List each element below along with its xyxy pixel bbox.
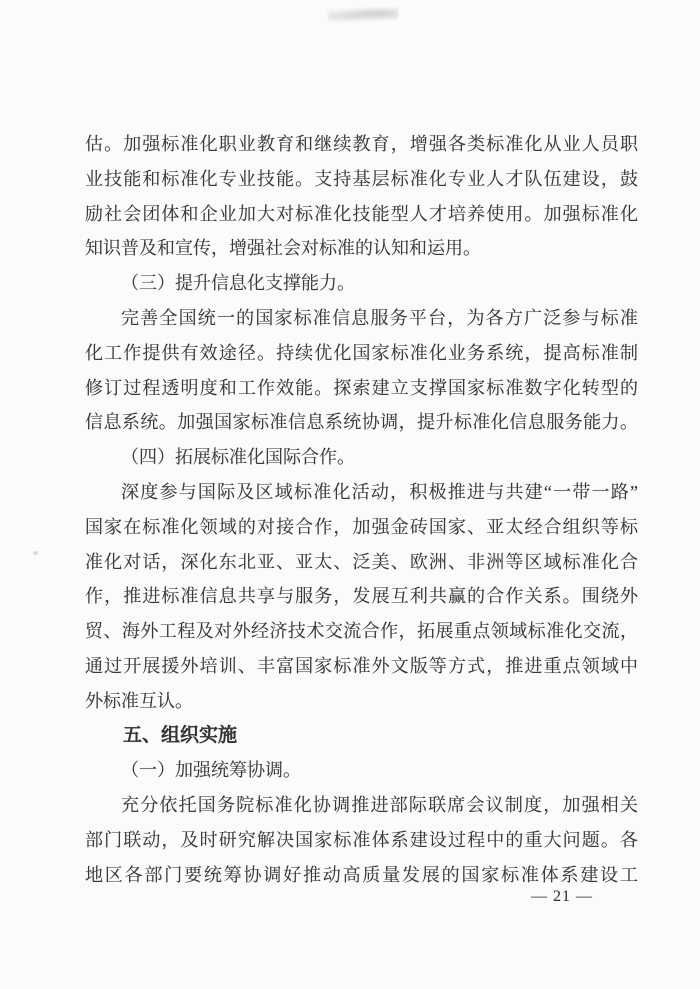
- body-line: 完善全国统一的国家标准信息服务平台，为各方广泛参与标准: [121, 307, 638, 328]
- body-line: 作，推进标准信息共享与服务，发展互利共赢的合作关系。围绕外: [85, 586, 638, 607]
- subsection-heading: （三）提升信息化支撑能力。: [121, 273, 355, 294]
- body-line: 业技能和标准化专业技能。支持基层标准化专业人才队伍建设，鼓: [85, 168, 638, 189]
- subsection-heading: （四）拓展标准化国际合作。: [121, 447, 355, 468]
- section-heading: 五、组织实施: [123, 724, 238, 746]
- scan-smudge-artifact: [328, 7, 398, 23]
- scan-speck-artifact: [33, 551, 38, 555]
- body-line: 励社会团体和企业加大对标准化技能型人才培养使用。加强标准化: [85, 203, 638, 224]
- body-line: 充分依托国务院标准化协调推进部际联席会议制度，加强相关: [121, 795, 638, 816]
- body-line: 修订过程透明度和工作效能。探索建立支撑国家标准数字化转型的: [85, 377, 638, 398]
- body-line: 估。加强标准化职业教育和继续教育，增强各类标准化从业人员职: [85, 134, 638, 154]
- body-line: 国家在标准化领域的对接合作，加强金砖国家、亚太经合组织等标: [85, 516, 638, 537]
- subsection-heading: （一）加强统筹协调。: [121, 760, 301, 781]
- body-line: 地区各部门要统筹协调好推动高质量发展的国家标准体系建设工: [85, 864, 638, 885]
- body-line: 部门联动，及时研究解决国家标准体系建设过程中的重大问题。各: [85, 829, 638, 850]
- body-line: 准化对话，深化东北亚、亚太、泛美、欧洲、非洲等区域标准化合: [85, 551, 638, 572]
- text-block: [85, 127, 638, 893]
- body-line: 深度参与国际及区域标准化活动，积极推进与共建“一带一路”: [121, 481, 638, 502]
- body-line: 外标准互认。: [85, 690, 193, 711]
- body-line: 信息系统。加强国家标准信息系统协调，提升标准化信息服务能力。: [85, 412, 638, 433]
- page-number: — 21 —: [531, 888, 593, 905]
- body-line: 通过开展援外培训、丰富国家标准外文版等方式，推进重点领域中: [85, 655, 638, 676]
- body-line: 贸、海外工程及对外经济技术交流合作，拓展重点领域标准化交流，: [85, 621, 638, 642]
- body-line: 知识普及和宣传，增强社会对标准的认知和运用。: [85, 238, 481, 259]
- body-line: 化工作提供有效途径。持续优化国家标准化业务系统，提高标准制: [85, 342, 638, 363]
